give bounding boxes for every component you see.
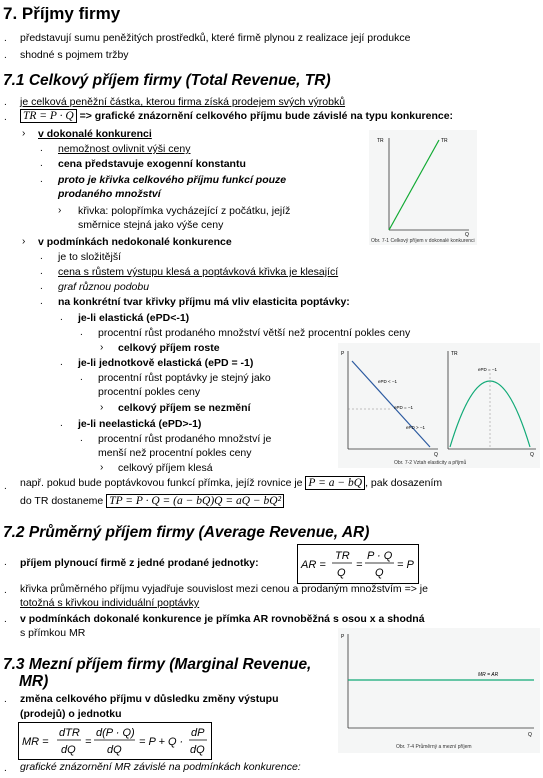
- section-7-1-heading: 7.1 Celkový příjem firmy (Total Revenue, TR): [3, 72, 331, 89]
- svg-text:dQ: dQ: [190, 744, 205, 756]
- inelastic-result: celkový příjem klesá: [118, 462, 213, 474]
- svg-text:= P + Q ·: = P + Q ·: [139, 736, 184, 748]
- example-line-1: např. pokud bude poptávkovou funkcí přímka, jejíž rovnice je P = a − bQ , pak dosazením: [20, 477, 443, 489]
- svg-text:ePD < −1: ePD < −1: [378, 379, 398, 384]
- page-title: 7. Příjmy firmy: [3, 4, 121, 23]
- imperfect-item-2: cena s růstem výstupu klesá a poptávková křivka je klesající: [58, 266, 339, 278]
- svg-text:= P: = P: [397, 559, 414, 571]
- svg-text:TR: TR: [377, 138, 384, 144]
- tr-graph-text: => grafické znázornění celkového příjmu bude závislé na typu konkurence:: [79, 110, 454, 122]
- svg-text:Q: Q: [434, 452, 438, 458]
- mr-definition-2: (prodejů) o jednotku: [20, 708, 122, 720]
- fig2-caption: Obr. 7-2 Vztah elasticity a příjmů: [394, 460, 467, 466]
- svg-text:Q: Q: [375, 567, 384, 579]
- svg-text:TR: TR: [441, 138, 448, 144]
- bullet: .: [4, 33, 7, 44]
- demand-line: [352, 361, 430, 447]
- fig1-caption: Obr. 7-1 Celkový příjem v dokonalé konkurenci: [371, 238, 475, 244]
- figure-elasticity: [338, 343, 540, 468]
- perfect-item-4b: směrnice stejná jako výše ceny: [78, 219, 224, 231]
- mr-ar-label: MR = AR: [478, 672, 499, 678]
- unit-elastic-text-2: procentní pokles ceny: [98, 386, 201, 398]
- svg-text:ePD > −1: ePD > −1: [406, 425, 426, 430]
- svg-text:P: P: [341, 634, 345, 640]
- ar-perfect-text-1: v podmínkách dokonalé konkurence je přímka AR rovnoběžná s osou x a shodná: [20, 613, 425, 625]
- tr-line: [389, 140, 439, 230]
- ar-perfect-text-2: s přímkou MR: [20, 627, 86, 639]
- ar-curve-text-1: křivka průměrného příjmu vyjadřuje souvislost mezi cenou a prodaným množstvím => je: [20, 583, 428, 595]
- mr-graph-text: grafické znázornění MR závislé na podmínkách konkurence:: [20, 761, 301, 773]
- imperfect-competition-heading: v podmínkách nedokonalé konkurence: [38, 236, 232, 248]
- svg-text:P · Q: P · Q: [367, 550, 393, 562]
- svg-text:ePD = −1: ePD = −1: [478, 367, 498, 372]
- fig3-caption: Obr. 7-4 Průměrný a mezní příjem: [396, 744, 472, 750]
- svg-text:Q: Q: [465, 232, 469, 238]
- figure-tr-perfect: [369, 130, 477, 245]
- svg-text:dQ: dQ: [61, 744, 76, 756]
- tr-formula: TR = P · Q: [20, 109, 77, 123]
- svg-text:ePD = −1: ePD = −1: [394, 405, 414, 410]
- svg-text:dQ: dQ: [107, 744, 122, 756]
- mr-formula: [18, 722, 212, 760]
- tr-substituted-equation: TP = P · Q = (a − bQ)Q = aQ − bQ²: [106, 494, 284, 508]
- inelastic-text-2: menší než procentní pokles ceny: [98, 447, 252, 459]
- svg-text:=: =: [85, 736, 92, 748]
- svg-text:dTR: dTR: [59, 727, 80, 739]
- perfect-item-1: nemožnost ovlivnit výši ceny: [58, 143, 191, 155]
- section-7-3-heading: 7.3 Mezní příjem firmy (Marginal Revenue,: [3, 656, 312, 673]
- svg-text:AR =: AR =: [301, 559, 326, 571]
- tr-definition: je celková peněžní částka, kterou firma získá prodejem svých výrobků: [20, 96, 346, 108]
- svg-text:P: P: [341, 351, 345, 357]
- imperfect-item-1: je to složitější: [58, 251, 122, 263]
- elastic-heading: je-li elastická (ePD<-1): [78, 312, 190, 324]
- unit-elastic-text-1: procentní růst poptávky je stejný jako: [98, 372, 271, 384]
- ar-curve-text-2: totožná s křivkou individuální poptávky: [20, 597, 200, 609]
- unit-elastic-heading: je-li jednotkově elastická (ePD = -1): [78, 357, 254, 369]
- perfect-competition-heading: v dokonalé konkurenci: [38, 128, 152, 140]
- svg-text:TR: TR: [451, 351, 458, 357]
- example-line-2: do TR dostaneme TP = P · Q = (a − bQ)Q = aQ − bQ²: [20, 494, 284, 508]
- perfect-item-3a: proto je křivka celkového příjmu funkcí pouze: [58, 174, 287, 186]
- ar-formula: [297, 544, 419, 584]
- intro-line-2: shodné s pojmem tržby: [20, 49, 129, 61]
- svg-text:d(P · Q): d(P · Q): [96, 727, 135, 739]
- demand-equation: P = a − bQ: [305, 476, 365, 490]
- perfect-item-4a: křivka: polopřímka vycházející z počátku, jejíž: [78, 205, 291, 217]
- svg-text:Q: Q: [530, 452, 534, 458]
- perfect-item-2: cena představuje exogenní konstantu: [58, 158, 246, 170]
- elastic-text: procentní růst prodaného množství větší než procentní pokles ceny: [98, 327, 411, 339]
- inelastic-text-1: procentní růst prodaného množství je: [98, 433, 272, 445]
- intro-line-1: představují sumu peněžitých prostředků, které firmě plynou z realizace její produkce: [20, 32, 411, 44]
- svg-text:MR =: MR =: [22, 736, 49, 748]
- svg-text:=: =: [356, 559, 363, 571]
- elastic-result: celkový příjem roste: [118, 342, 220, 354]
- ar-definition: příjem plynoucí firmě z jedné prodané jednotky:: [20, 557, 259, 569]
- imperfect-item-4: na konkrétní tvar křivky příjmu má vliv elasticita poptávky:: [58, 296, 350, 308]
- inelastic-heading: je-li neelastická (ePD>-1): [78, 418, 202, 430]
- svg-text:Q: Q: [528, 732, 532, 738]
- section-7-2-heading: 7.2 Průměrný příjem firmy (Average Revenue, AR): [3, 524, 370, 541]
- bullet: .: [4, 50, 7, 61]
- figure-ar-mr: [338, 628, 540, 753]
- svg-text:TR: TR: [335, 550, 350, 562]
- tr-formula-line: [20, 109, 453, 123]
- unit-elastic-result: celkový příjem se nezmění: [118, 402, 251, 414]
- mr-definition-1: změna celkového příjmu v důsledku změny výstupu: [20, 693, 279, 705]
- imperfect-item-3: graf různou podobu: [58, 281, 150, 293]
- perfect-item-3b: prodaného množství: [58, 188, 161, 200]
- svg-text:Q: Q: [337, 567, 346, 579]
- section-7-3-heading-cont: MR): [19, 673, 49, 690]
- svg-text:dP: dP: [191, 727, 205, 739]
